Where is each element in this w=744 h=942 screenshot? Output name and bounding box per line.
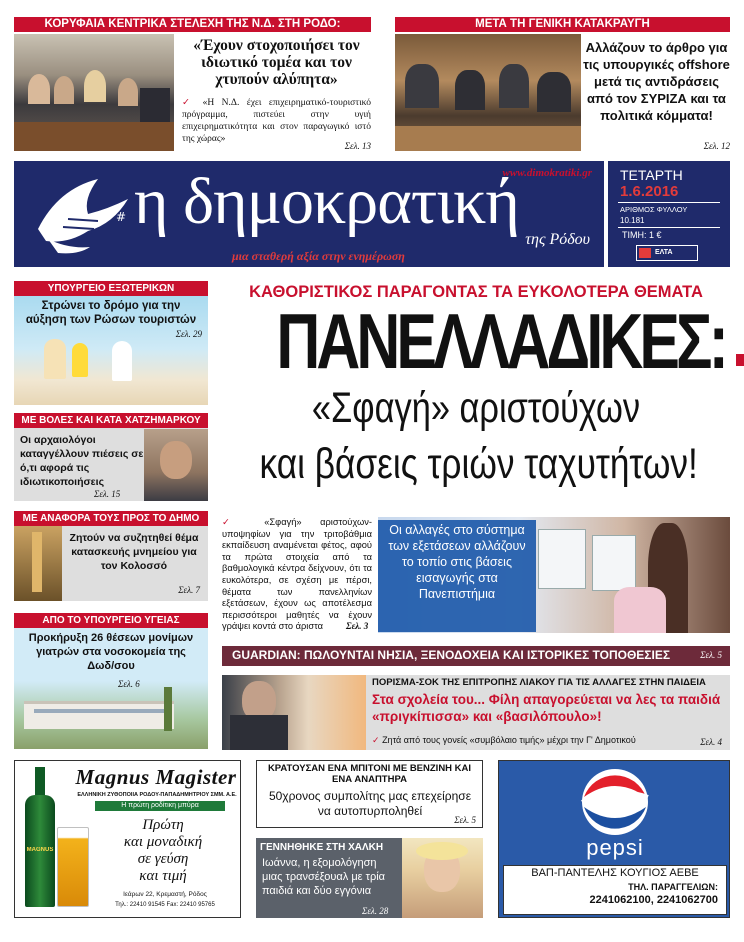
masthead-subtitle: της Ρόδου <box>525 231 590 248</box>
top-right-photo <box>395 34 581 151</box>
main-body: «Σφαγή» αριστούχων-υποψηφίων για την τριτοβάθμια εκπαίδευση αναμένεται φέτος, αφού τα πρώτα στοιχεία από τα βαθμολογικά κέντρα δείχνουν, ότι τα ευκολότερα, σε σχέση με πέρσι, θέματα των πανελληνίων εξετάσεων, έχουν ως αποτέλεσμα περισσότεροι μαθητές να έχουν γράψει κοντά στο άριστα <box>222 517 372 632</box>
side3-photo <box>14 526 62 601</box>
porisma-text-wrap <box>372 735 692 746</box>
masthead-date: 1.6.2016 <box>620 183 679 200</box>
top-left-text: «Η Ν.Δ. έχει επιχειρηματικό-τουριστικό πρόγραμμα, πιστεύει στην υγιή επιχειρηματικότητα και στον παραγωγικό ιστό της χώρας» <box>182 98 371 144</box>
top-right-headline: Αλλάζουν το άρθρο για τις υπουργικές offshore μετά τις αντιδράσεις από τον ΣΥΡΙΖΑ και τα πολιτικά κόμματα! <box>583 40 730 123</box>
magnus-address: Ιεάρων 22, Κρεμαστή, Ρόδος <box>123 891 207 898</box>
main-kicker: ΚΑΘΟΡΙΣΤΙΚΟΣ ΠΑΡΑΓΟΝΤΑΣ ΤΑ ΕΥΚΟΛΟΤΕΡΑ ΘΕΜΑΤΑ <box>249 283 703 301</box>
top-right-bar: ΜΕΤΑ ΤΗ ΓΕΝΙΚΗ ΚΑΤΑΚΡΑΥΓΗ <box>395 17 730 32</box>
side3-headline: Ζητούν να συζητηθεί θέμα κατασκευής μνημείου για τον Κολοσσό <box>69 532 199 572</box>
side2-photo <box>144 429 208 501</box>
price: ΤΙΜΗ: 1 € <box>622 230 662 240</box>
magnus-slogan1: Πρώτη <box>142 817 184 833</box>
side-story-3[interactable] <box>14 511 208 601</box>
brief1-headline: 50χρονος συμπολίτης μας επεχείρησε να αυτοπυρποληθεί <box>268 789 472 818</box>
pepsi-logo-icon <box>580 767 650 837</box>
brief1-bar: ΚΡΑΤΟΥΣΑΝ ΕΝΑ ΜΠΙΤΟΝΙ ΜΕ ΒΕΝΖΙΝΗ ΚΑΙ ΕΝΑ ΑΝΑΠΤΗΡΑ <box>267 763 472 785</box>
magnus-slogan-block <box>93 817 233 885</box>
side1-headline: Στρώνει το δρόμο για την αύξηση των Ρώσων τουριστών <box>25 300 197 326</box>
masthead-slogan: μια σταθερή αξία στην ενημέρωση <box>232 249 405 263</box>
pepsi-info <box>503 865 727 915</box>
brief2-headline: Ιωάννα, η εξομολόγηση μιας τρανσέξουαλ με τρία παιδιά και δύο εγγόνια <box>262 857 386 897</box>
guardian-strip[interactable] <box>222 646 730 666</box>
top-right-teaser[interactable] <box>395 17 730 151</box>
check-icon: ✓ <box>182 97 195 108</box>
magnus-slogan4: και τιμή <box>139 868 187 884</box>
magnus-company: ΕΛΛΗΝΙΚΗ ΖΥΘΟΠΟΙΙΑ ΡΟΔΟΥ-ΠΑΠΑΔΗΜΗΤΡΙΟΥ ΣΜΜ. Α.Ε. <box>77 792 237 798</box>
magnus-phones: Τηλ.: 22410 91545 Fax: 22410 95765 <box>115 902 215 908</box>
main-sub1: «Σφαγή» αριστούχων <box>311 384 641 432</box>
guardian-page: Σελ. 5 <box>700 650 722 660</box>
brief2-bar: ΓΕΝΝΗΘΗΚΕ ΣΤΗ ΧΑΛΚΗ <box>260 842 384 853</box>
top-left-text-wrap <box>182 97 371 145</box>
magnus-tag: Η πρώτη ροδίτικη μπύρα <box>95 801 225 811</box>
masthead-title: η δημοκρατική <box>134 165 519 238</box>
masthead[interactable] <box>14 161 604 267</box>
porisma-text: Ζητά από τους γονείς «συμβόλαιο τιμής» μέχρι την Γ' Δημοτικού <box>382 735 636 745</box>
side3-page: Σελ. 7 <box>178 585 200 595</box>
main-photo-caption: Οι αλλαγές στο σύστημα των εξετάσεων αλλάζουν το τοπίο στις βάσεις εισαγωγής στα Πανεπιστήμια <box>378 520 536 632</box>
main-sub2: και βάσεις τριών ταχυτήτων! <box>259 440 698 488</box>
main-title: ΠΑΝΕΛΛΑΔΙΚΕΣ: <box>276 297 726 385</box>
porisma-headline: Στα σχολεία του... Φίλη απαγορεύεται να λες τα παιδιά «πριγκίπισσα» και «βασιλόπουλο»! <box>372 692 721 724</box>
porisma-photo <box>222 675 366 750</box>
brief2-page: Σελ. 28 <box>362 906 389 916</box>
guardian-text: GUARDIAN: ΠΩΛΟΥΝΤΑΙ ΝΗΣΙΑ, ΞΕΝΟΔΟΧΕΙΑ ΚΑΙ ΙΣΤΟΡΙΚΕΣ ΤΟΠΟΘΕΣΙΕΣ <box>232 648 671 662</box>
side2-bar: ΜΕ ΒΟΛΕΣ ΚΑΙ ΚΑΤΑ ΧΑΤΖΗΜΑΡΚΟΥ <box>14 413 208 428</box>
check-icon: ✓ <box>372 735 380 745</box>
pepsi-ad[interactable] <box>498 760 730 918</box>
side1-bar: ΥΠΟΥΡΓΕΙΟ ΕΞΩΤΕΡΙΚΩΝ <box>14 281 208 296</box>
elta-icon <box>639 248 651 258</box>
side4-page: Σελ. 6 <box>118 679 140 689</box>
date-panel <box>608 161 730 267</box>
porisma-bar: ΠΟΡΙΣΜΑ-ΣΟΚ ΤΗΣ ΕΠΙΤΡΟΠΗΣ ΛΙΑΚΟΥ ΓΙΑ ΤΙΣ ΑΛΛΑΓΕΣ ΣΤΗΝ ΠΑΙΔΕΙΑ <box>372 677 706 688</box>
main-body-wrap <box>222 517 372 633</box>
magnus-slogan2: και μοναδική <box>123 834 203 850</box>
masthead-url[interactable]: www.dimokratiki.gr <box>502 167 592 179</box>
beer-glass-icon <box>57 827 89 907</box>
brief-story-2[interactable] <box>256 838 483 918</box>
porisma-page: Σελ. 4 <box>700 737 722 747</box>
check-icon: ✓ <box>222 517 246 527</box>
brief1-page: Σελ. 5 <box>454 815 476 825</box>
pepsi-phone-label: ΤΗΛ. ΠΑΡΑΓΓΕΛΙΩΝ: <box>628 882 718 892</box>
side3-bar: ΜΕ ΑΝΑΦΟΡΑ ΤΟΥΣ ΠΡΟΣ ΤΟ ΔΗΜΟ <box>14 511 208 526</box>
brief2-photo <box>402 838 483 918</box>
side1-page: Σελ. 29 <box>175 329 202 339</box>
elta-box <box>636 245 698 261</box>
pepsi-phones: 2241062100, 2241062700 <box>589 894 718 906</box>
elta-label: ΕΛΤΑ <box>655 249 673 256</box>
pepsi-brand: pepsi <box>586 835 644 860</box>
issue-number: 10.181 <box>620 216 645 225</box>
side-story-2[interactable] <box>14 413 208 501</box>
side2-headline: Οι αρχαιολόγοι καταγγέλλουν πιέσεις σε ό,τι αφορά τις ιδιωτικοποιήσεις <box>20 434 144 488</box>
dove-logo-icon <box>28 169 138 259</box>
beer-bottle-icon <box>25 767 55 907</box>
brief-story-1[interactable] <box>256 760 483 828</box>
magnus-ad[interactable] <box>14 760 241 918</box>
bottle-label: MAGNUS <box>26 847 54 853</box>
top-left-teaser[interactable] <box>14 17 371 151</box>
top-left-bar: ΚΟΡΥΦΑΙΑ ΚΕΝΤΡΙΚΑ ΣΤΕΛΕΧΗ ΤΗΣ Ν.Δ. ΣΤΗ ΡΟΔΟ: <box>14 17 371 32</box>
pepsi-company: ΒΑΠ-ΠΑΝΤΕΛΗΣ ΚΟΥΓΙΟΣ ΑΕΒΕ <box>531 867 699 879</box>
side2-page: Σελ. 15 <box>94 489 121 499</box>
svg-text:#: # <box>116 210 127 224</box>
top-right-page: Σελ. 12 <box>703 141 730 151</box>
top-left-headline: «Έχουν στοχοποιήσει τον ιδιωτικό τομέα και τον χτυπούν αλύπητα» <box>193 37 360 88</box>
top-left-photo <box>14 34 174 151</box>
magnus-brand: Magnus Magister <box>75 765 237 789</box>
porisma-story[interactable] <box>222 675 730 750</box>
masthead-day: ΤΕΤΑΡΤΗ <box>620 167 683 183</box>
magnus-slogan3: σε γεύση <box>137 851 189 867</box>
side4-headline: Προκήρυξη 26 θέσεων μονίμων γιατρών στα νοσοκομεία της Δωδ/σου <box>28 632 194 672</box>
side-story-1[interactable] <box>14 281 208 405</box>
side4-bar: ΑΠΟ ΤΟ ΥΠΟΥΡΓΕΙΟ ΥΓΕΙΑΣ <box>14 613 208 628</box>
side-story-4[interactable] <box>14 613 208 749</box>
top-left-page: Σελ. 13 <box>344 141 371 151</box>
issue-label: ΑΡΙΘΜΟΣ ΦΥΛΛΟΥ <box>620 205 688 214</box>
main-page: Σελ. 3 <box>346 621 369 631</box>
